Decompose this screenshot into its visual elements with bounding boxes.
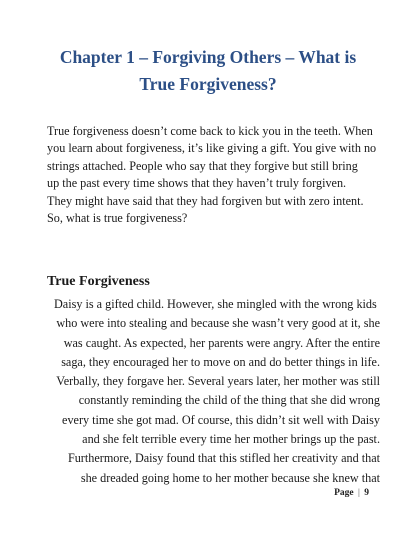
paragraph-line: saga, they encouraged her to move on and do better things in life. [61,354,380,369]
section-heading: True Forgiveness [47,274,150,289]
chapter-title-line-2: True Forgiveness? [139,74,277,94]
paragraph-line: every time she got mad. Of course, this didn’t sit well with Daisy [62,412,380,427]
paragraph-line: who were into stealing and because she wasn’t very good at it, she [56,316,380,331]
intro-line: True forgiveness doesn’t come back to kick you in the teeth. When [47,124,373,138]
intro-line: you learn about forgiveness, it’s like giving a gift. You give with no [47,141,377,156]
paragraph-line: Daisy is a gifted child. However, she mingled with the wrong kids [54,297,377,311]
intro-line: So, what is true forgiveness? [47,211,188,226]
paragraph-line: Furthermore, Daisy found that this stifled her creativity and that [67,451,380,466]
paragraph-line: constantly reminding the child of the thing that she did wrong [78,393,380,408]
chapter-title-line-1: Chapter 1 – Forgiving Others – What is [59,47,357,67]
page-number: 9 [364,488,369,498]
intro-line: strings attached. People who say that they forgive but still bring [47,158,358,173]
intro-line: They might have said that they had forgiven but with zero intent. [47,193,364,208]
page-separator: | [357,488,360,498]
intro-line: up the past every time shows that they haven’t truly forgiven. [47,176,347,191]
section-paragraph [50,295,380,488]
paragraph-line: and she felt terrible every time her mother brings up the past. [82,432,380,447]
paragraph-line: Verbally, they forgave her. Several years later, her mother was still [56,374,380,389]
page-footer [334,488,369,498]
page-label: Page [334,488,354,498]
paragraph-line: was caught. As expected, her parents were angry. After the entire [63,335,380,350]
intro-paragraph [47,123,387,227]
chapter-title [40,44,376,98]
paragraph-line: she dreaded going home to her mother because she knew that [80,470,380,485]
